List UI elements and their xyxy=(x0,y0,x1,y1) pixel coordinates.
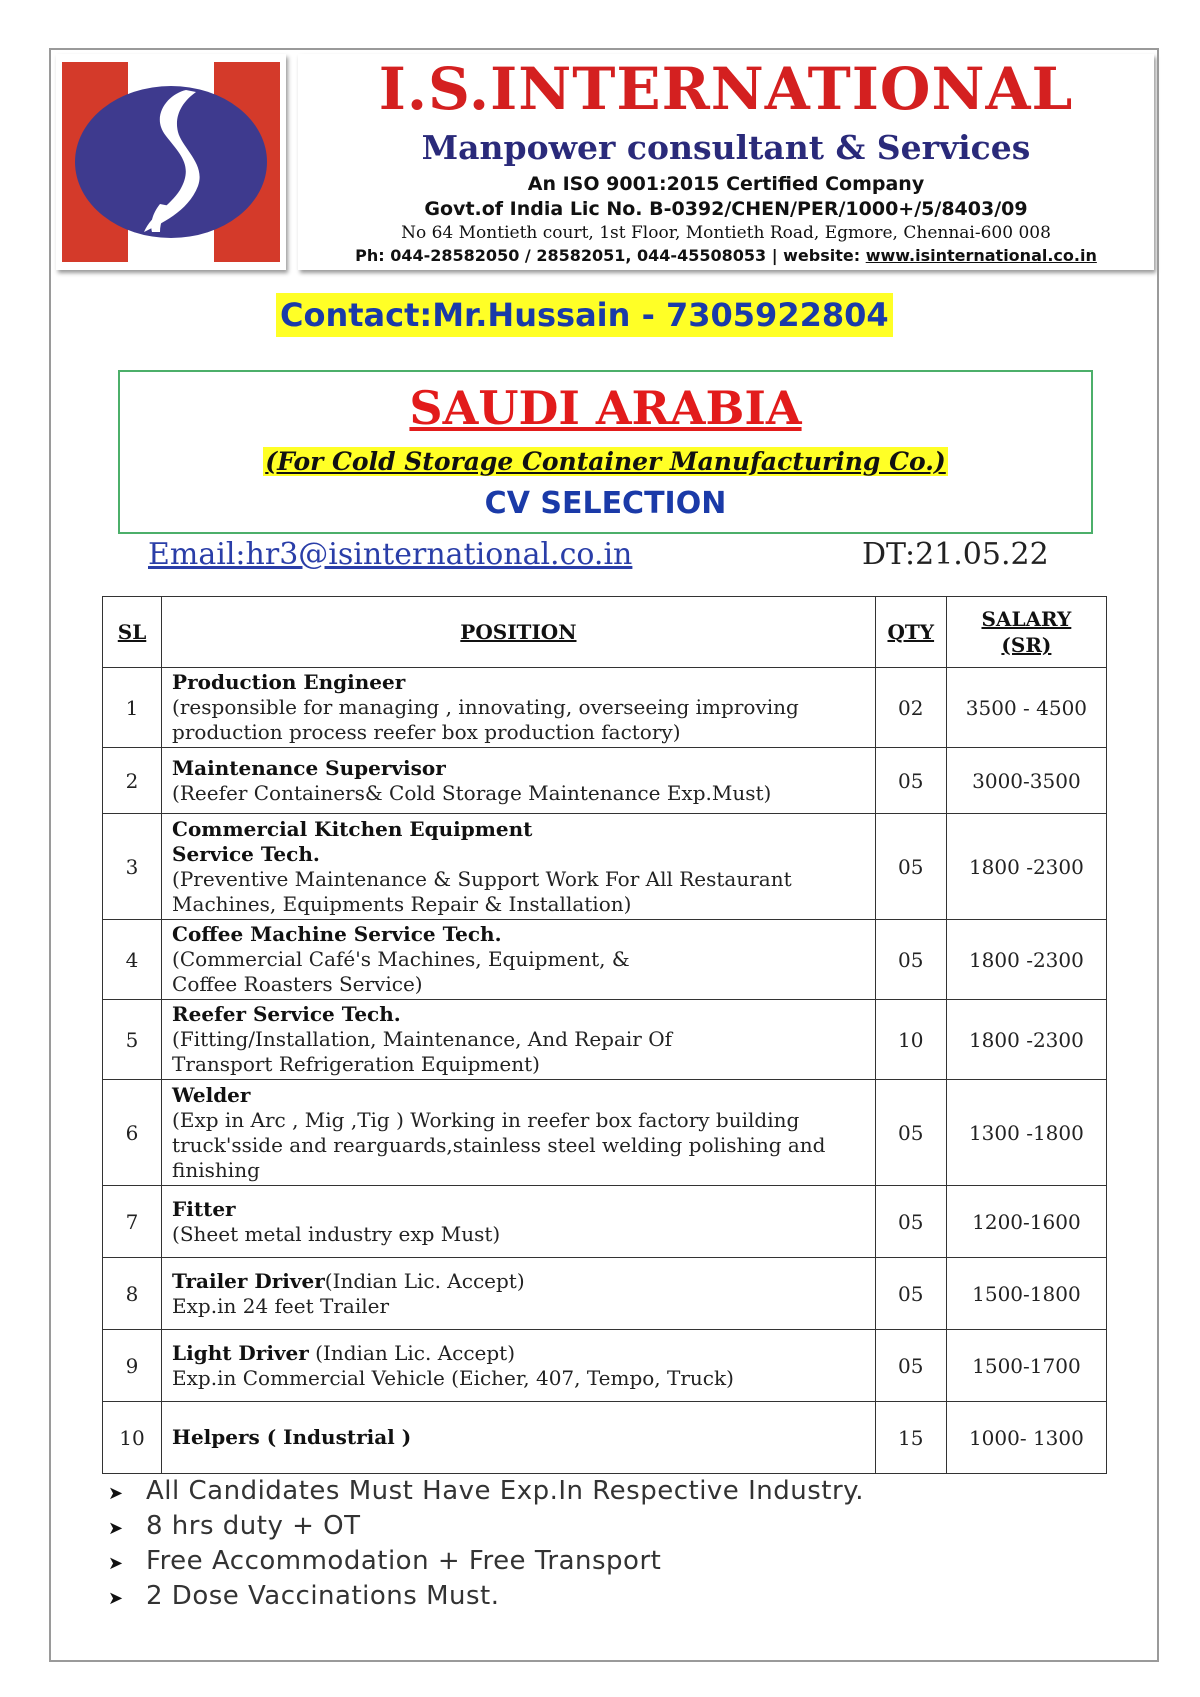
header-position: POSITION xyxy=(162,597,876,668)
row-position xyxy=(162,1186,876,1258)
logo-icon xyxy=(56,54,286,270)
row-salary: 1500-1700 xyxy=(946,1330,1106,1402)
row-qty: 05 xyxy=(875,814,946,920)
position-detail: (Exp in Arc , Mig ,Tig ) Working in reefer box factory building truck'sside and rearguards,stainless steel welding polishing and finishing xyxy=(172,1107,826,1182)
note-text: All Candidates Must Have Exp.In Respective Industry. xyxy=(146,1476,865,1506)
list-item xyxy=(108,1475,864,1510)
company-phone xyxy=(298,245,1154,267)
position-title: Reefer Service Tech. xyxy=(172,1002,401,1026)
row-qty: 05 xyxy=(875,920,946,1000)
row-position xyxy=(162,668,876,748)
row-sl: 3 xyxy=(103,814,162,920)
row-position xyxy=(162,748,876,814)
note-text: Free Accommodation + Free Transport xyxy=(146,1546,662,1576)
header-qty: QTY xyxy=(875,597,946,668)
position-detail: (Commercial Café's Machines, Equipment, & Coffee Roasters Service) xyxy=(172,947,630,996)
list-item xyxy=(108,1510,864,1545)
row-salary: 1000- 1300 xyxy=(946,1402,1106,1474)
row-sl: 2 xyxy=(103,748,162,814)
table-row xyxy=(103,920,1107,1000)
position-title: Maintenance Supervisor xyxy=(172,755,446,780)
row-salary: 1200-1600 xyxy=(946,1186,1106,1258)
table-row xyxy=(103,1402,1107,1474)
email-link[interactable]: Email:hr3@isinternational.co.in xyxy=(148,537,633,572)
header-salary xyxy=(946,597,1106,668)
position-detail: (Preventive Maintenance & Support Work For All Restaurant Machines, Equipments Repair & Installation) xyxy=(172,866,792,916)
table-row xyxy=(103,1258,1107,1330)
country-title: SAUDI ARABIA xyxy=(409,381,802,435)
contact-person: Contact:Mr.Hussain - 7305922804 xyxy=(276,293,893,337)
row-qty: 05 xyxy=(875,748,946,814)
header-salary-line1: SALARY xyxy=(981,607,1072,631)
row-salary: 1800 -2300 xyxy=(946,814,1106,920)
row-position xyxy=(162,1000,876,1080)
position-detail: (Sheet metal industry exp Must) xyxy=(172,1221,501,1246)
row-qty: 15 xyxy=(875,1402,946,1474)
positions-table xyxy=(102,596,1107,1474)
position-title: Commercial Kitchen Equipment Service Tech. xyxy=(172,816,533,866)
row-qty: 10 xyxy=(875,1000,946,1080)
position-title: Production Engineer xyxy=(172,670,406,694)
note-text: 8 hrs duty + OT xyxy=(146,1511,361,1541)
table-row xyxy=(103,668,1107,748)
position-title: Coffee Machine Service Tech. xyxy=(172,922,502,946)
arrow-bullet-icon: ➤ xyxy=(108,1588,124,1609)
letterhead xyxy=(56,54,1154,270)
company-address: No 64 Montieth court, 1st Floor, Montieth Road, Egmore, Chennai-600 008 xyxy=(401,223,1051,243)
client-description xyxy=(120,446,1091,481)
row-sl: 4 xyxy=(103,920,162,1000)
position-detail: Exp.in Commercial Vehicle (Eicher, 407, Tempo, Truck) xyxy=(172,1365,734,1390)
row-position xyxy=(162,1080,876,1186)
row-qty: 02 xyxy=(875,668,946,748)
phone-numbers: Ph: 044-28582050 / 28582051, 044-45508053 | website: xyxy=(355,246,861,265)
header-salary-line2: (SR) xyxy=(1001,633,1052,657)
selection-type: CV SELECTION xyxy=(484,486,727,521)
row-sl: 10 xyxy=(103,1402,162,1474)
row-position xyxy=(162,1258,876,1330)
iso-certification: An ISO 9001:2015 Certified Company xyxy=(527,173,925,195)
header-sl: SL xyxy=(103,597,162,668)
job-heading-box xyxy=(118,370,1093,534)
row-position xyxy=(162,1330,876,1402)
date-label: DT:21.05.22 xyxy=(862,537,1049,572)
position-detail: (Fitting/Installation, Maintenance, And Repair Of Transport Refrigeration Equipment) xyxy=(172,1027,673,1076)
letterhead-banner xyxy=(298,54,1154,270)
arrow-bullet-icon: ➤ xyxy=(108,1483,124,1504)
row-sl: 5 xyxy=(103,1000,162,1080)
table-row xyxy=(103,1186,1107,1258)
row-sl: 7 xyxy=(103,1186,162,1258)
list-item xyxy=(108,1580,864,1615)
position-title-suffix: (Indian Lic. Accept) xyxy=(324,1268,525,1293)
position-title: Trailer Driver xyxy=(172,1268,325,1293)
arrow-bullet-icon: ➤ xyxy=(108,1553,124,1574)
list-item xyxy=(108,1545,864,1580)
client-text: (For Cold Storage Container Manufacturing Co.) xyxy=(265,447,946,476)
notes-list xyxy=(108,1475,864,1615)
table-row xyxy=(103,1080,1107,1186)
row-salary: 1800 -2300 xyxy=(946,1000,1106,1080)
company-logo xyxy=(56,54,286,270)
position-title: Welder xyxy=(172,1082,251,1107)
position-detail: (responsible for managing , innovating, overseeing improving production process reefer box production factory) xyxy=(172,695,799,744)
row-salary: 1300 -1800 xyxy=(946,1080,1106,1186)
table-row xyxy=(103,1330,1107,1402)
row-sl: 6 xyxy=(103,1080,162,1186)
row-qty: 05 xyxy=(875,1258,946,1330)
row-salary: 3500 - 4500 xyxy=(946,668,1106,748)
row-position xyxy=(162,920,876,1000)
position-title: Light Driver xyxy=(172,1340,309,1365)
license-number: Govt.of India Lic No. B-0392/CHEN/PER/1000+/5/8403/09 xyxy=(424,198,1028,220)
table-header-row xyxy=(103,597,1107,668)
position-title: Helpers ( Industrial ) xyxy=(172,1425,412,1449)
position-detail: (Reefer Containers& Cold Storage Maintenance Exp.Must) xyxy=(172,780,772,805)
row-sl: 8 xyxy=(103,1258,162,1330)
table-row xyxy=(103,1000,1107,1080)
arrow-bullet-icon: ➤ xyxy=(108,1518,124,1539)
note-text: 2 Dose Vaccinations Must. xyxy=(146,1581,500,1611)
table-row xyxy=(103,748,1107,814)
table-row xyxy=(103,814,1107,920)
row-salary: 1500-1800 xyxy=(946,1258,1106,1330)
row-position xyxy=(162,814,876,920)
company-name: I.S.INTERNATIONAL xyxy=(378,55,1074,123)
website-link[interactable]: www.isinternational.co.in xyxy=(865,246,1097,265)
row-salary: 3000-3500 xyxy=(946,748,1106,814)
row-position xyxy=(162,1402,876,1474)
row-qty: 05 xyxy=(875,1186,946,1258)
position-title: Fitter xyxy=(172,1196,236,1221)
company-tagline: Manpower consultant & Services xyxy=(421,128,1031,167)
row-sl: 1 xyxy=(103,668,162,748)
row-qty: 05 xyxy=(875,1080,946,1186)
position-title-suffix: (Indian Lic. Accept) xyxy=(308,1340,516,1365)
row-sl: 9 xyxy=(103,1330,162,1402)
row-qty: 05 xyxy=(875,1330,946,1402)
position-detail: Exp.in 24 feet Trailer xyxy=(172,1293,390,1318)
row-salary: 1800 -2300 xyxy=(946,920,1106,1000)
